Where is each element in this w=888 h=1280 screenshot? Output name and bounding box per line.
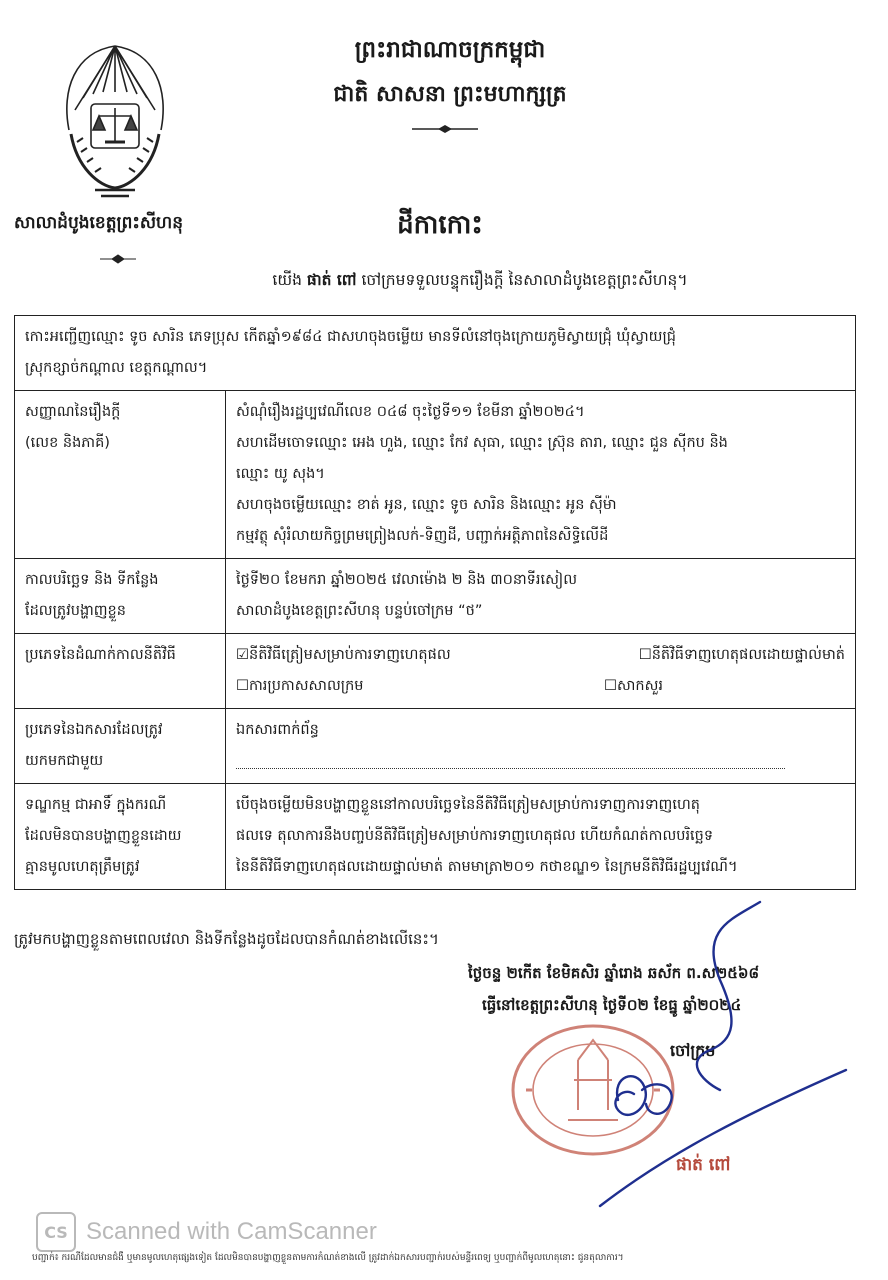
penalty-label: ទណ្ឌកម្ម ជាអាទិ៍ ក្នុងករណី	[25, 797, 167, 813]
case-number: សំណុំរឿងរដ្ឋប្បវេណីលេខ ០៤៨ ចុះថ្ងៃទី១១ ខែមីនា ឆ្នាំ២០២៤។	[236, 404, 585, 420]
summons-text: កោះអញ្ជើញឈ្មោះ ទូច សារិន ភេទប្រុស កើតឆ្នាំ១៩៨៤ ជាសហចុងចម្លើយ មានទីលំនៅចុងក្រោយភូមិស្វាយជ្រុំ ឃុំស្វាយជ្រុំ	[25, 329, 676, 345]
national-motto: ជាតិ សាសនា ព្រះមហាក្សត្រ	[333, 82, 567, 107]
procedure-options-cell	[226, 634, 856, 709]
case-label: សញ្ញាណនៃរឿងក្ដី	[25, 404, 121, 420]
table-row	[15, 316, 856, 391]
docs-value: ឯកសារពាក់ព័ន្ធ	[236, 722, 319, 738]
checkbox-preparatory[interactable]: ☑នីតិវិធីត្រៀមសម្រាប់ការទាញហេតុផល	[236, 647, 451, 663]
date-label: ដែលត្រូវបង្ហាញខ្លួន	[25, 603, 126, 619]
document-title: ដីកាកោះ	[397, 210, 483, 240]
signer-title: ចៅក្រម	[670, 1041, 716, 1060]
ornament-icon	[98, 254, 138, 264]
penalty-value-cell	[226, 784, 856, 890]
lunar-date: ថ្ងៃចន្ទ ២កើត ខែមិគសិរ ឆ្នាំរោង ឆស័ក ព.ស២៥៦៨	[468, 964, 760, 982]
docs-value-cell	[226, 709, 856, 784]
docs-label: ប្រភេទនៃឯកសារដែលត្រូវ	[25, 722, 163, 738]
court-emblem	[55, 38, 175, 206]
camscanner-logo-icon: CS	[36, 1212, 76, 1252]
procedure-label: ប្រភេទនៃដំណាក់កាលនីតិវិធី	[25, 647, 176, 663]
penalty-text: នៃនីតិវិធីទាញហេតុផលដោយផ្ទាល់មាត់ តាមមាត្រា២០១ កថាខណ្ឌ១ នៃក្រមនីតិវិធីរដ្ឋប្បវេណី។	[236, 859, 738, 875]
procedure-label-cell	[15, 634, 226, 709]
checkbox-judgment[interactable]: ☐ការប្រកាសសាលក្រម	[236, 678, 364, 694]
penalty-label: ដែលមិនបានបង្ហាញខ្លួនដោយ	[25, 828, 182, 844]
summons-text: ស្រុកខ្សាច់កណ្ដាល ខេត្តកណ្ដាល។	[25, 360, 208, 376]
intro-line	[130, 270, 830, 293]
court-name: សាលាដំបូងខេត្តព្រះសីហនុ	[14, 213, 184, 233]
case-value-cell	[226, 391, 856, 559]
docs-label: យកមកជាមួយ	[25, 753, 104, 769]
intro-prefix: យើង	[272, 271, 302, 289]
docs-label-cell	[15, 709, 226, 784]
table-row	[15, 634, 856, 709]
table-row	[15, 709, 856, 784]
penalty-label-cell	[15, 784, 226, 890]
kingdom-heading: ព្រះរាជាណាចក្រកម្ពុជា	[354, 37, 546, 63]
case-label: (លេខ និងភាគី)	[25, 435, 110, 451]
penalty-text: បើចុងចម្លើយមិនបង្ហាញខ្លួននៅកាលបរិច្ឆេទនៃនីតិវិធីត្រៀមសម្រាប់ការទាញការទាញហេតុ	[236, 797, 700, 813]
judge-name: ផាត់ ពៅ	[306, 271, 357, 289]
plaintiffs: ឈ្មោះ យូ សុង។	[236, 466, 325, 482]
place-date: ធ្វើនៅខេត្តព្រះសីហនុ ថ្ងៃទី០២ ខែធ្នូ ឆ្នាំ២០២៤	[482, 996, 742, 1014]
intro-suffix: ចៅក្រមទទួលបន្ទុករឿងក្ដី នៃសាលាដំបូងខេត្តព្រះសីហនុ។	[361, 271, 688, 289]
signer-name: ផាត់ ពៅ	[676, 1155, 731, 1175]
table-row	[15, 559, 856, 634]
summons-cell	[15, 316, 856, 391]
case-label-cell	[15, 391, 226, 559]
hearing-date: ថ្ងៃទី២០ ខែមករា ឆ្នាំ២០២៥ វេលាម៉ោង ២ និង ៣០នាទីរសៀល	[236, 572, 578, 588]
table-row	[15, 784, 856, 890]
checkbox-questioning[interactable]: ☐សាកសួរ	[603, 678, 663, 694]
hearing-place: សាលាដំបូងខេត្តព្រះសីហនុ បន្ទប់ចៅក្រម “ថ”	[236, 603, 483, 619]
footnote: បញ្ជាក់៖ ករណីដែលមានជំងឺ ឬមានមូលហេតុផ្សេងទៀត ដែលមិនបានបង្ហាញខ្លួនតាមការកំណត់ខាងលើ ត្រូវដាក់ឯកសារបញ្ជាក់របស់មន្ទីរពេទ្យ ឬបញ្ជាក់ពីមូលហេតុនោះ ជូនតុលាការ។	[32, 1253, 624, 1263]
date-value-cell	[226, 559, 856, 634]
date-label-cell	[15, 559, 226, 634]
penalty-label: គ្មានមូលហេតុត្រឹមត្រូវ	[25, 859, 140, 875]
camscanner-watermark	[36, 1212, 377, 1252]
case-subject: កម្មវត្ថុ សុំរំលាយកិច្ចព្រមព្រៀងលក់-ទិញដី, បញ្ជាក់អត្តិភាពនៃសិទ្ធិលើដី	[236, 528, 609, 544]
penalty-text: ផលទេ តុលាការនឹងបញ្ចប់នីតិវិធីត្រៀមសម្រាប់ការទាញហេតុផល ហើយកំណត់កាលបរិច្ឆេទ	[236, 828, 714, 844]
table-row	[15, 391, 856, 559]
defendants: សហចុងចម្លើយឈ្មោះ ខាត់ អូន, ឈ្មោះ ទូច សារិន និងឈ្មោះ អូន ស៊ីម៉ា	[236, 497, 617, 513]
checkbox-oral-argument[interactable]: ☐នីតិវិធីទាញហេតុផលដោយផ្ទាល់មាត់	[638, 647, 845, 663]
summons-table	[14, 315, 856, 890]
appearance-notice: ត្រូវមកបង្ហាញខ្លួនតាមពេលវេលា និងទីកន្លែងដូចដែលបានកំណត់ខាងលើនេះ។	[14, 930, 439, 948]
dotted-line	[236, 746, 785, 769]
ornament-icon	[410, 124, 480, 134]
watermark-text: Scanned with CamScanner	[86, 1218, 377, 1245]
date-label: កាលបរិច្ឆេទ និង ទីកន្លែង	[25, 572, 159, 588]
plaintiffs: សហដើមចោទឈ្មោះ អេង ហួង, ឈ្មោះ កែវ សុធា, ឈ្មោះ ស្រ៊ុន តារា, ឈ្មោះ ជួន ស៊ីកប និង	[236, 435, 728, 451]
